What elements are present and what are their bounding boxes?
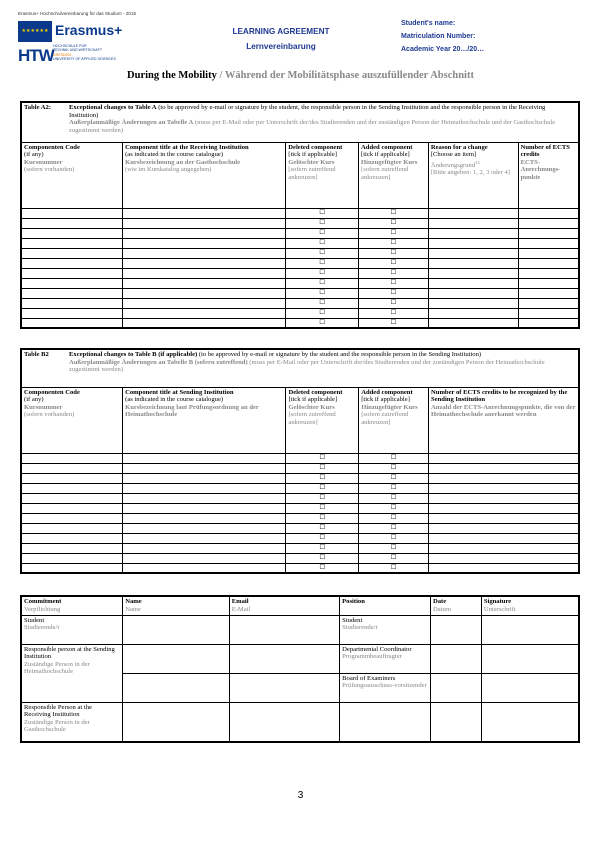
b2-cell[interactable]: [429, 473, 579, 483]
b2-cell[interactable]: [123, 503, 286, 513]
b2-deleted-checkbox[interactable]: ☐: [286, 563, 359, 573]
a2-cell[interactable]: [518, 258, 579, 268]
a2-deleted-checkbox[interactable]: ☐: [286, 238, 359, 248]
board-name-cell[interactable]: [123, 673, 229, 702]
a2-deleted-checkbox[interactable]: ☐: [286, 248, 359, 258]
a2-cell[interactable]: [123, 268, 286, 278]
htw-sub-1: HOCHSCHULE FÜR: [53, 44, 87, 48]
a2-row: [21, 288, 579, 298]
student-name-label: Student's name:: [401, 20, 456, 27]
a2-added-checkbox[interactable]: ☐: [359, 308, 429, 318]
table-b2: [20, 348, 580, 574]
a2-cell[interactable]: [428, 208, 518, 218]
b2-deleted-checkbox[interactable]: ☐: [286, 453, 359, 463]
a2-cell[interactable]: [428, 288, 518, 298]
b2-row: [21, 553, 579, 563]
a2-deleted-checkbox[interactable]: ☐: [286, 218, 359, 228]
b2-cell[interactable]: [123, 553, 286, 563]
a2-cell[interactable]: [518, 238, 579, 248]
table-b2-label: Table B2: [24, 351, 49, 358]
student-label: Student Studierende/r: [21, 615, 123, 644]
table-a2-column-headers: [21, 142, 579, 208]
a2-deleted-checkbox[interactable]: ☐: [286, 278, 359, 288]
a2-cell[interactable]: [518, 218, 579, 228]
a2-added-checkbox[interactable]: ☐: [359, 238, 429, 248]
a2-cell[interactable]: [21, 228, 123, 238]
page-number: 3: [297, 790, 304, 801]
a2-cell[interactable]: [21, 258, 123, 268]
a2-cell[interactable]: [123, 218, 286, 228]
matriculation-label: Matriculation Number:: [401, 33, 476, 40]
a2-cell[interactable]: [518, 248, 579, 258]
email-header: Email E-Mail: [229, 596, 339, 615]
board-position: Board of Examiners Prüfungsausschuss-vorsitzender: [340, 673, 431, 702]
a2-cell[interactable]: [21, 248, 123, 258]
b2-cell[interactable]: [429, 493, 579, 503]
b2-cell[interactable]: [429, 503, 579, 513]
b2-cell[interactable]: [21, 523, 123, 533]
b2-cell[interactable]: [123, 453, 286, 463]
b2-row: [21, 543, 579, 553]
a2-cell[interactable]: [123, 288, 286, 298]
a2-row: [21, 258, 579, 268]
a2-cell[interactable]: [21, 238, 123, 248]
htw-logo: HTW: [18, 46, 54, 65]
b2-col-added: Added component [tick if applicable] Hinzugefügter Kurs [sofern zutreffend ankreuzen]: [359, 387, 429, 453]
b2-cell[interactable]: [123, 473, 286, 483]
table-a2-title: Exceptional changes to Table A: [69, 104, 157, 111]
receiving-signature-cell[interactable]: [481, 702, 579, 742]
a2-added-checkbox[interactable]: ☐: [359, 268, 429, 278]
a2-cell[interactable]: [428, 258, 518, 268]
b2-cell[interactable]: [123, 543, 286, 553]
b2-row: [21, 493, 579, 503]
b2-deleted-checkbox[interactable]: ☐: [286, 493, 359, 503]
a2-cell[interactable]: [428, 298, 518, 308]
a2-deleted-checkbox[interactable]: ☐: [286, 258, 359, 268]
b2-cell[interactable]: [429, 543, 579, 553]
a2-col-ects: Number of ECTS credits ECTS-Anrechnungs-punkte: [518, 142, 579, 208]
a2-cell[interactable]: [21, 318, 123, 328]
a2-row: [21, 238, 579, 248]
b2-row: [21, 483, 579, 493]
a2-cell[interactable]: [518, 268, 579, 278]
sending-signature-cell[interactable]: [481, 644, 579, 673]
b2-cell[interactable]: [429, 463, 579, 473]
commitment-table: [20, 595, 580, 743]
a2-deleted-checkbox[interactable]: ☐: [286, 318, 359, 328]
board-signature-cell[interactable]: [481, 673, 579, 702]
b2-added-checkbox[interactable]: ☐: [359, 533, 429, 543]
a2-cell[interactable]: [428, 268, 518, 278]
a2-added-checkbox[interactable]: ☐: [359, 208, 429, 218]
b2-deleted-checkbox[interactable]: ☐: [286, 533, 359, 543]
a2-row: [21, 218, 579, 228]
b2-cell[interactable]: [429, 513, 579, 523]
table-a2-header: [21, 102, 579, 142]
student-info: [401, 17, 484, 56]
b2-row: [21, 563, 579, 573]
signature-header: Signature Unterschrift: [481, 596, 579, 615]
a2-cell[interactable]: [518, 208, 579, 218]
b2-added-checkbox[interactable]: ☐: [359, 503, 429, 513]
b2-deleted-checkbox[interactable]: ☐: [286, 503, 359, 513]
academic-year-label: Academic Year 20…/20…: [401, 46, 485, 53]
a2-cell[interactable]: [123, 318, 286, 328]
receiving-date-cell[interactable]: [431, 702, 482, 742]
a2-cell[interactable]: [518, 228, 579, 238]
a2-cell[interactable]: [518, 308, 579, 318]
b2-added-checkbox[interactable]: ☐: [359, 493, 429, 503]
b2-added-checkbox[interactable]: ☐: [359, 483, 429, 493]
a2-added-checkbox[interactable]: ☐: [359, 318, 429, 328]
b2-added-checkbox[interactable]: ☐: [359, 523, 429, 533]
student-name-cell[interactable]: [123, 615, 229, 644]
a2-cell[interactable]: [123, 248, 286, 258]
b2-cell[interactable]: [123, 483, 286, 493]
a2-col-code: Componenten Code (if any) Kursnummer (sofern vorhanden): [21, 142, 123, 208]
a2-col-title: Component title at the Receiving Institution (as indicated in the course catalogue) Kursbezeichnung an der Gasthochschule (wie im Kurskatalog angegeben): [123, 142, 286, 208]
a2-cell[interactable]: [428, 318, 518, 328]
a2-row: [21, 268, 579, 278]
sending-name-cell[interactable]: [123, 644, 229, 673]
htw-sub-4: UNIVERSITY OF APPLIED SCIENCES: [53, 57, 116, 62]
a2-cell[interactable]: [123, 258, 286, 268]
b2-cell[interactable]: [21, 463, 123, 473]
b2-row: [21, 533, 579, 543]
b2-cell[interactable]: [21, 553, 123, 563]
commitment-row-receiving: [21, 702, 579, 742]
b2-cell[interactable]: [429, 553, 579, 563]
b2-cell[interactable]: [429, 453, 579, 463]
b2-col-deleted: Deleted component [tick if applicable] Gelöschter Kurs [sofern zutreffend ankreuzen]: [286, 387, 359, 453]
student-signature-cell[interactable]: [481, 615, 579, 644]
b2-deleted-checkbox[interactable]: ☐: [286, 473, 359, 483]
table-b2-title-de: Außerplanmäßige Änderungen an Tabelle B (sofern zutreffend): [69, 358, 248, 366]
sending-responsible-label: Responsible person at the Sending Institution Zuständige Person in der Heimathochschule: [21, 644, 123, 702]
position-header: Position: [340, 596, 431, 615]
table-b2-column-headers: [21, 387, 579, 453]
table-a2-title-de: Außerplanmäßige Änderungen an Tabelle A: [69, 119, 194, 127]
b2-row: [21, 523, 579, 533]
b2-cell[interactable]: [429, 533, 579, 543]
a2-row: [21, 278, 579, 288]
student-date-cell[interactable]: [431, 615, 482, 644]
a2-cell[interactable]: [428, 228, 518, 238]
htw-logo-subtitle: [53, 44, 116, 62]
a2-deleted-checkbox[interactable]: ☐: [286, 208, 359, 218]
a2-row: [21, 308, 579, 318]
a2-added-checkbox[interactable]: ☐: [359, 228, 429, 238]
table-b2-title-de-rest: (muss per E-Mail oder per Unterschrift der/des Studierenden und der zuständigen Person der Heimathochschule zugestimmt werden): [69, 358, 545, 374]
b2-cell[interactable]: [123, 513, 286, 523]
b2-cell[interactable]: [21, 513, 123, 523]
a2-cell[interactable]: [518, 298, 579, 308]
b2-row: [21, 473, 579, 483]
receiving-position-cell[interactable]: [340, 702, 431, 742]
a2-col-reason: Reason for a change [Choose an item] Änderungsgrund$^{13}$ [Bitte angeben: 1, 2, 3 oder 4]: [428, 142, 518, 208]
table-a2: [20, 101, 580, 329]
a2-row: [21, 298, 579, 308]
a2-cell[interactable]: [428, 218, 518, 228]
a2-cell[interactable]: [428, 278, 518, 288]
b2-added-checkbox[interactable]: ☐: [359, 513, 429, 523]
b2-cell[interactable]: [21, 533, 123, 543]
eu-flag-icon: ★★★★★★: [18, 21, 52, 42]
a2-cell[interactable]: [123, 308, 286, 318]
b2-deleted-checkbox[interactable]: ☐: [286, 483, 359, 493]
table-a2-label: Table A2:: [24, 104, 52, 111]
a2-added-checkbox[interactable]: ☐: [359, 278, 429, 288]
a2-col-added: Added component [tick if applicable] Hinzugefügter Kurs [sofern zutreffend ankreuzen]: [359, 142, 429, 208]
a2-col-deleted: Deleted component [tick if applicable] Gelöschter Kurs [sofern zutreffend ankreuzen]: [286, 142, 359, 208]
a2-deleted-checkbox[interactable]: ☐: [286, 298, 359, 308]
a2-cell[interactable]: [21, 298, 123, 308]
receiving-name-cell[interactable]: [123, 702, 229, 742]
a2-cell[interactable]: [123, 278, 286, 288]
table-b2-header: [21, 349, 579, 387]
b2-cell[interactable]: [123, 533, 286, 543]
a2-cell[interactable]: [21, 268, 123, 278]
a2-deleted-checkbox[interactable]: ☐: [286, 268, 359, 278]
b2-cell[interactable]: [429, 523, 579, 533]
a2-deleted-checkbox[interactable]: ☐: [286, 288, 359, 298]
b2-added-checkbox[interactable]: ☐: [359, 463, 429, 473]
receiving-email-cell[interactable]: [229, 702, 339, 742]
b2-cell[interactable]: [21, 543, 123, 553]
table-b2-title: Exceptional changes to Table B (if applicable): [69, 351, 198, 358]
a2-row: [21, 248, 579, 258]
table-a2-title-rest: (to be approved by e-mail or signature by the student, the responsible person in the Sending Institution and the responsible person in the Receiving Institution): [69, 104, 546, 119]
header-note: Erasmus+ Hochschulvereinbarung für das Studium - 2015: [18, 11, 137, 16]
a2-cell[interactable]: [21, 288, 123, 298]
board-email-cell[interactable]: [229, 673, 339, 702]
b2-added-checkbox[interactable]: ☐: [359, 473, 429, 483]
a2-cell[interactable]: [123, 238, 286, 248]
b2-cell[interactable]: [123, 563, 286, 573]
a2-cell[interactable]: [21, 208, 123, 218]
a2-cell[interactable]: [428, 308, 518, 318]
b2-added-checkbox[interactable]: ☐: [359, 453, 429, 463]
a2-added-checkbox[interactable]: ☐: [359, 218, 429, 228]
title-de: Lernvereinbarung: [246, 42, 316, 51]
a2-deleted-checkbox[interactable]: ☐: [286, 308, 359, 318]
b2-col-title: Component title at Sending Institution (as indicated in the course catalogue) Kursbezeichnung laut Prüfungsordnung an der Heimathochschule: [123, 387, 286, 453]
table-a2-title-de-rest: (muss per E-Mail oder per Unterschrift der/des Studierenden und der zuständigen Person der Heimathochschule und der Gasthochschule zugestimmt werden): [69, 119, 556, 134]
a2-row: [21, 208, 579, 218]
receiving-responsible-label: Responsible Person at the Receiving Institution Zuständige Person in der Gasthochschule: [21, 702, 123, 742]
a2-cell[interactable]: [518, 278, 579, 288]
b2-deleted-checkbox[interactable]: ☐: [286, 543, 359, 553]
b2-row: [21, 453, 579, 463]
b2-cell[interactable]: [123, 463, 286, 473]
b2-deleted-checkbox[interactable]: ☐: [286, 553, 359, 563]
student-position: Student Studierende/r: [340, 615, 431, 644]
a2-cell[interactable]: [518, 288, 579, 298]
a2-row: [21, 228, 579, 238]
a2-cell[interactable]: [123, 298, 286, 308]
sending-date-cell[interactable]: [431, 644, 482, 673]
b2-cell[interactable]: [21, 483, 123, 493]
a2-cell[interactable]: [21, 218, 123, 228]
b2-cell[interactable]: [429, 483, 579, 493]
section-title-en: During the Mobility: [127, 70, 217, 81]
htw-sub-3: DRESDEN: [53, 52, 71, 57]
table-b2-title-rest: (to be approved by e-mail or signature by the student and the responsible person in the Sending Institution): [197, 351, 482, 358]
a2-cell[interactable]: [428, 238, 518, 248]
b2-row: [21, 513, 579, 523]
a2-added-checkbox[interactable]: ☐: [359, 288, 429, 298]
section-title: [0, 70, 601, 81]
b2-cell[interactable]: [123, 523, 286, 533]
b2-cell[interactable]: [21, 503, 123, 513]
a2-added-checkbox[interactable]: ☐: [359, 258, 429, 268]
title-en: LEARNING AGREEMENT: [232, 27, 330, 36]
a2-row: [21, 318, 579, 328]
student-email-cell[interactable]: [229, 615, 339, 644]
a2-added-checkbox[interactable]: ☐: [359, 298, 429, 308]
a2-cell[interactable]: [518, 318, 579, 328]
b2-added-checkbox[interactable]: ☐: [359, 543, 429, 553]
b2-deleted-checkbox[interactable]: ☐: [286, 463, 359, 473]
a2-cell[interactable]: [123, 208, 286, 218]
a2-added-checkbox[interactable]: ☐: [359, 248, 429, 258]
commitment-row-student: [21, 615, 579, 644]
b2-deleted-checkbox[interactable]: ☐: [286, 523, 359, 533]
document-title: [196, 24, 366, 54]
b2-deleted-checkbox[interactable]: ☐: [286, 513, 359, 523]
b2-added-checkbox[interactable]: ☐: [359, 553, 429, 563]
section-title-de: / Während der Mobilitätsphase auszufüllender Abschnitt: [216, 70, 474, 81]
erasmus-logo-text: Erasmus+: [55, 22, 123, 38]
b2-added-checkbox[interactable]: ☐: [359, 563, 429, 573]
b2-cell[interactable]: [123, 493, 286, 503]
sending-email-cell[interactable]: [229, 644, 339, 673]
a2-cell[interactable]: [21, 278, 123, 288]
b2-cell[interactable]: [21, 473, 123, 483]
a2-cell[interactable]: [21, 308, 123, 318]
b2-cell[interactable]: [429, 563, 579, 573]
sending-position-coordinator: Departmental Coordinator Programmbeauftragter: [340, 644, 431, 673]
a2-deleted-checkbox[interactable]: ☐: [286, 228, 359, 238]
htw-sub-2: TECHNIK UND WIRTSCHAFT: [53, 48, 103, 53]
b2-row: [21, 463, 579, 473]
b2-col-code: Componenten Code (if any) Kursnummer (sofern vorhanden): [21, 387, 123, 453]
b2-cell[interactable]: [21, 453, 123, 463]
a2-cell[interactable]: [428, 248, 518, 258]
commitment-header: Commitment Verpflichtung: [21, 596, 123, 615]
b2-cell[interactable]: [21, 493, 123, 503]
date-header: Date Datum: [431, 596, 482, 615]
b2-row: [21, 503, 579, 513]
board-date-cell[interactable]: [431, 673, 482, 702]
a2-cell[interactable]: [123, 228, 286, 238]
commitment-row-sending-1: [21, 644, 579, 673]
b2-col-ects: Number of ECTS credits to be recognized by the Sending Institution Anzahl der ECTS-Anrechnungspunkte, die von der Heimathochschule anerkannt werden: [429, 387, 579, 453]
commitment-header-row: [21, 596, 579, 615]
b2-cell[interactable]: [21, 563, 123, 573]
name-header: Name Name: [123, 596, 229, 615]
